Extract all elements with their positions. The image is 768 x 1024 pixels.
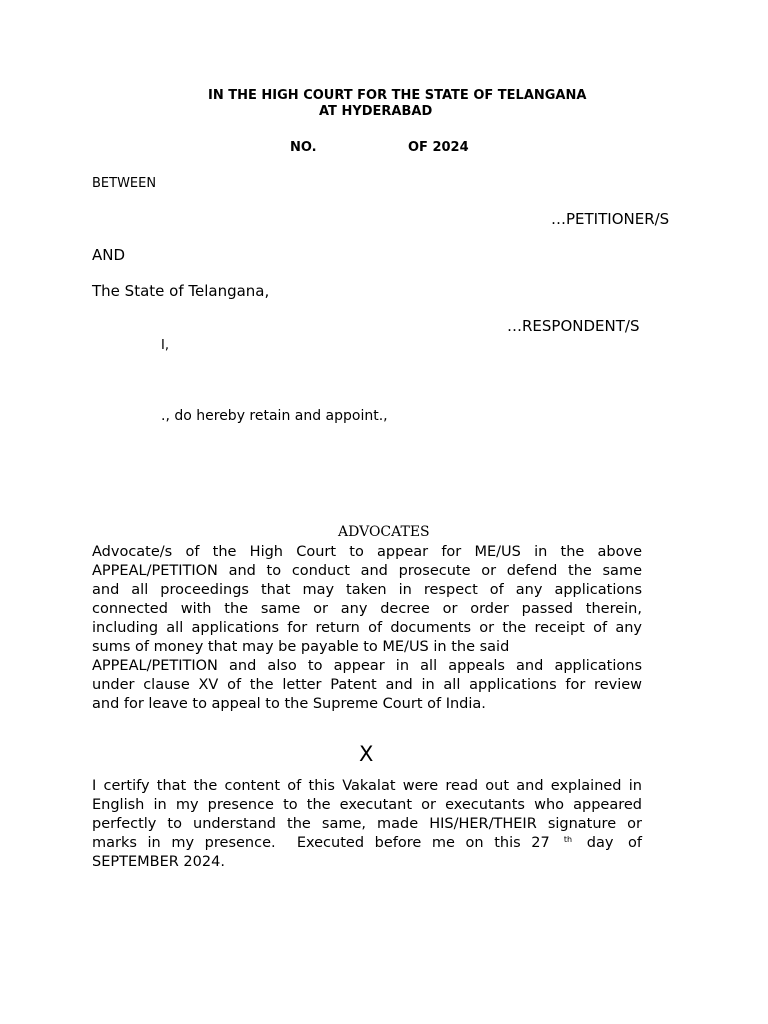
between-label: BETWEEN: [92, 176, 157, 191]
appointment-pronoun: I,: [161, 338, 169, 353]
case-year-label: OF 2024: [408, 140, 469, 155]
paragraph-line: sums of money that may be payable to ME/US in the said: [92, 639, 510, 655]
paragraph-line: APPEAL/PETITION and also to appear in all appeals and applications: [92, 658, 642, 674]
court-title: IN THE HIGH COURT FOR THE STATE OF TELANGANA: [208, 88, 587, 103]
paragraph-line: connected with the same or any decree or order passed therein,: [92, 601, 642, 617]
paragraph-line: under clause XV of the letter Patent and in all applications for review: [92, 677, 642, 693]
case-number-label: NO.: [290, 140, 317, 155]
appointment-clause: ., do hereby retain and appoint.,: [161, 408, 388, 424]
paragraph-line: and for leave to appeal to the Supreme Court of India.: [92, 696, 486, 712]
advocates-heading: ADVOCATES: [338, 524, 430, 540]
paragraph-line: including all applications for return of documents or the receipt of any: [92, 620, 642, 636]
court-location: AT HYDERABAD: [319, 104, 433, 119]
paragraph-line: I certify that the content of this Vakalat were read out and explained in: [92, 778, 642, 794]
paragraph-line: APPEAL/PETITION and to conduct and prosecute or defend the same: [92, 563, 642, 579]
signature-mark: X: [359, 742, 374, 766]
respondent-name: The State of Telangana,: [92, 282, 270, 300]
respondent-label: …RESPONDENT/S: [507, 317, 640, 335]
paragraph-line: English in my presence to the executant or executants who appeared: [92, 797, 642, 813]
execution-date: SEPTEMBER 2024.: [92, 854, 225, 870]
petitioner-label: …PETITIONER/S: [551, 210, 670, 228]
paragraph-line: and all proceedings that may taken in respect of any applications: [92, 582, 642, 598]
advocates-paragraph: [92, 543, 642, 714]
execution-date-tail: [564, 834, 642, 853]
certification-paragraph: [92, 777, 642, 872]
execution-text: marks in my presence. Executed before me on this 27: [92, 835, 550, 851]
ordinal-suffix: th: [563, 835, 573, 844]
execution-line: [92, 834, 642, 853]
execution-day-of: day of: [572, 835, 642, 851]
paragraph-line: perfectly to understand the same, made HIS/HER/THEIR signature or: [92, 816, 642, 832]
and-label: AND: [92, 246, 126, 264]
paragraph-line: Advocate/s of the High Court to appear for ME/US in the above: [92, 544, 642, 560]
